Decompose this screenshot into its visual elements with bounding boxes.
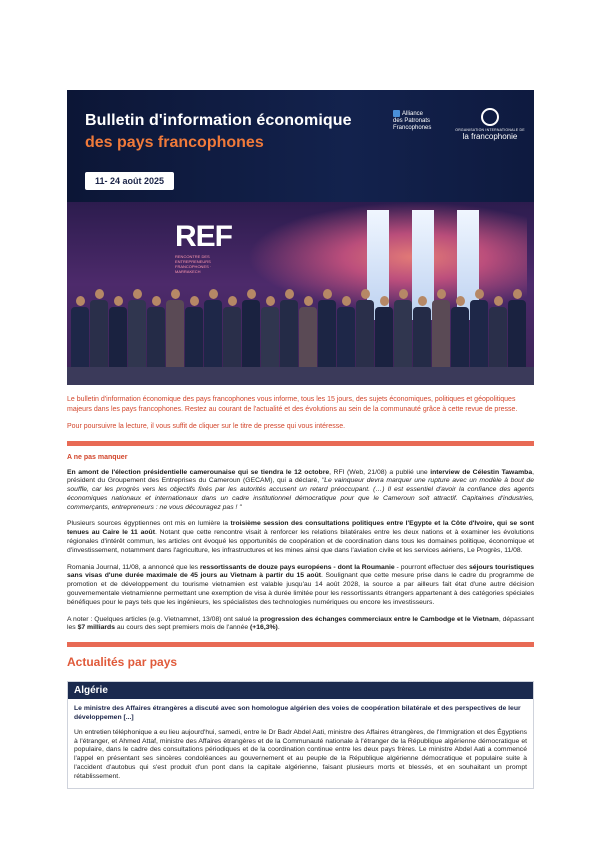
date-range: 11- 24 août 2025 (85, 172, 174, 190)
apf-logo: Alliance des Patronats Francophones (393, 111, 432, 132)
article-title-link[interactable]: Le ministre des Affaires étrangères a discuté avec son homologue algérien des voies de coopération bilatérale et des perspectives de leur développemen [...] (74, 705, 521, 722)
news-link[interactable]: progression des échanges commerciaux entre le Cambodge et le Vietnam (260, 615, 499, 623)
bulletin-subtitle: des pays francophones (85, 134, 264, 151)
ref-logo: REF (175, 220, 232, 253)
country-article (68, 699, 533, 787)
intro-text (67, 395, 534, 432)
intro-instruction: Pour poursuivre la lecture, il vous suffit de cliquer sur le titre de presse qui vous intéresse. (67, 423, 346, 430)
country-section-algerie (67, 681, 534, 788)
article-body: Un entretien téléphonique a eu lieu aujourd'hui, samedi, entre le Dr Badr Abdel Aati, ministre des Affaires étrangères, de l'Immigration et des Égyptiens à l'étranger, et Ahmed Attaf, ministre des Affaires étrangères et de la Communauté nationale à l'étranger de la République algérienne démocratique et populaire, dans le cadre des consultations périodiques et de la coordination continue entre les deux pays frères. Le ministre Abdel Aati a commencé l'appel en présentant ses sincères condoléances au gouvernement et au peuple de la République algérienne démocratique et populaire suite à l'accident d'autobus qui s'est produit d'un pont dans la capitale algérienne, faisant plusieurs morts et blessés, et en souhaitant un prompt rétablissement. (74, 728, 527, 780)
news-item-cameroun: En amont de l'élection présidentielle camerounaise qui se tiendra le 12 octobre, RFI (Web, 21/08) a publié une interview de Célestin Tawamba, président du Groupement des Entreprises du Cameroun (GECAM), qui a déclaré, "Le vainqueur devra marquer une rupture avec un modèle à bout de souffle, car les progrès vers les objectifs fixés par les autorités accusent un retard préoccupant. (…) Il est essentiel d'avoir la confiance des agents économiques nationaux et internationaux dans un cadre institutionnel démocratique pour que le Cameroun soit attractif. Capitaines d'industries, commerçants, entrepreneurs : ne vous découragez pas ! " (67, 468, 534, 511)
section-divider (67, 441, 534, 446)
bulletin-title: Bulletin d'information économique (85, 112, 352, 129)
highlights-label: A ne pas manquer (67, 453, 128, 461)
ref-logo-subtitle: RENCONTRE DES ENTREPRENEURS FRANCOPHONES · MARRAKECH (175, 254, 212, 274)
event-photo (67, 202, 534, 385)
intro-paragraph: Le bulletin d'information économique des pays francophones vous informe, tous les 15 jours, des sujets économiques, politiques et géopolitiques majeurs dans les pays francophones. Restez au courant de l'actualité et des évolutions au sein de la communauté grâce à cette revue de presse. (67, 396, 518, 413)
news-item-vietnam-visas: Romania Journal, 11/08, a annoncé que les ressortissants de douze pays européens - dont la Roumanie - pourront effectuer des séjours touristiques sans visas d'une durée maximale de 45 jours au Vietnam à partir du 15 août. Soulignant que cette mesure prise dans le cadre du programme de promotion et de développement du tourisme vietnamien est valable jusqu'au 14 août 2028, la source a par ailleurs fait état d'une autre décision gouvernementale vietnamienne permettant une exemption de visa à durée limitée pour les ressortissants étrangers appartenant à des catégories spéciales bénéfiques pour le pays tels que les ingénieurs, les spécialistes des technologies numériques ou encore les investisseurs. (67, 563, 535, 606)
news-link[interactable]: troisième session des consultations politiques entre l'Egypte et la Côte d'Ivoire, qui se sont tenues au Caire le 11 août (67, 520, 534, 537)
header-banner (67, 90, 534, 385)
news-link[interactable]: séjours touristiques sans visas d'une durée maximale de 45 jours au Vietnam à partir du 15 août (67, 563, 535, 580)
stage-floor (67, 367, 534, 385)
country-news-heading: Actualités par pays (67, 655, 178, 670)
bulletin-page (67, 90, 534, 789)
news-item-egypte: Plusieurs sources égyptiennes ont mis en lumière la troisième session des consultations politiques entre l'Egypte et la Côte d'Ivoire, qui se sont tenues au Caire le 11 août. Notant que cette rencontre visait à renforcer les relations bilatérales entre les deux nations et à examiner les évolutions régionales d'intérêt commun, les articles ont évoqué les opportunités de coopération et de coordination dans tous les domaines politique, économique et d'investissement, notamment dans l'agriculture, les infrastructures et les mines ainsi que dans l'aviation civile et les services aériens, Le Progrès, 11/08. (67, 520, 534, 554)
apf-mark-icon (393, 110, 400, 117)
news-link[interactable]: interview de Célestin Tawamba (430, 468, 533, 476)
oif-logo: ORGANISATION INTERNATIONALE DE la francophonie (454, 108, 526, 141)
news-item-cambodge: A noter : Quelques articles (e.g. Vietnamnet, 13/08) ont salué la progression des échanges commerciaux entre le Cambodge et le Vietnam, dépassant les $7 milliards au cours des sept premiers mois de l'année (+16,3%). (67, 615, 534, 632)
section-divider (67, 642, 534, 647)
country-header: Algérie (68, 682, 533, 699)
oif-ring-icon (481, 108, 499, 126)
